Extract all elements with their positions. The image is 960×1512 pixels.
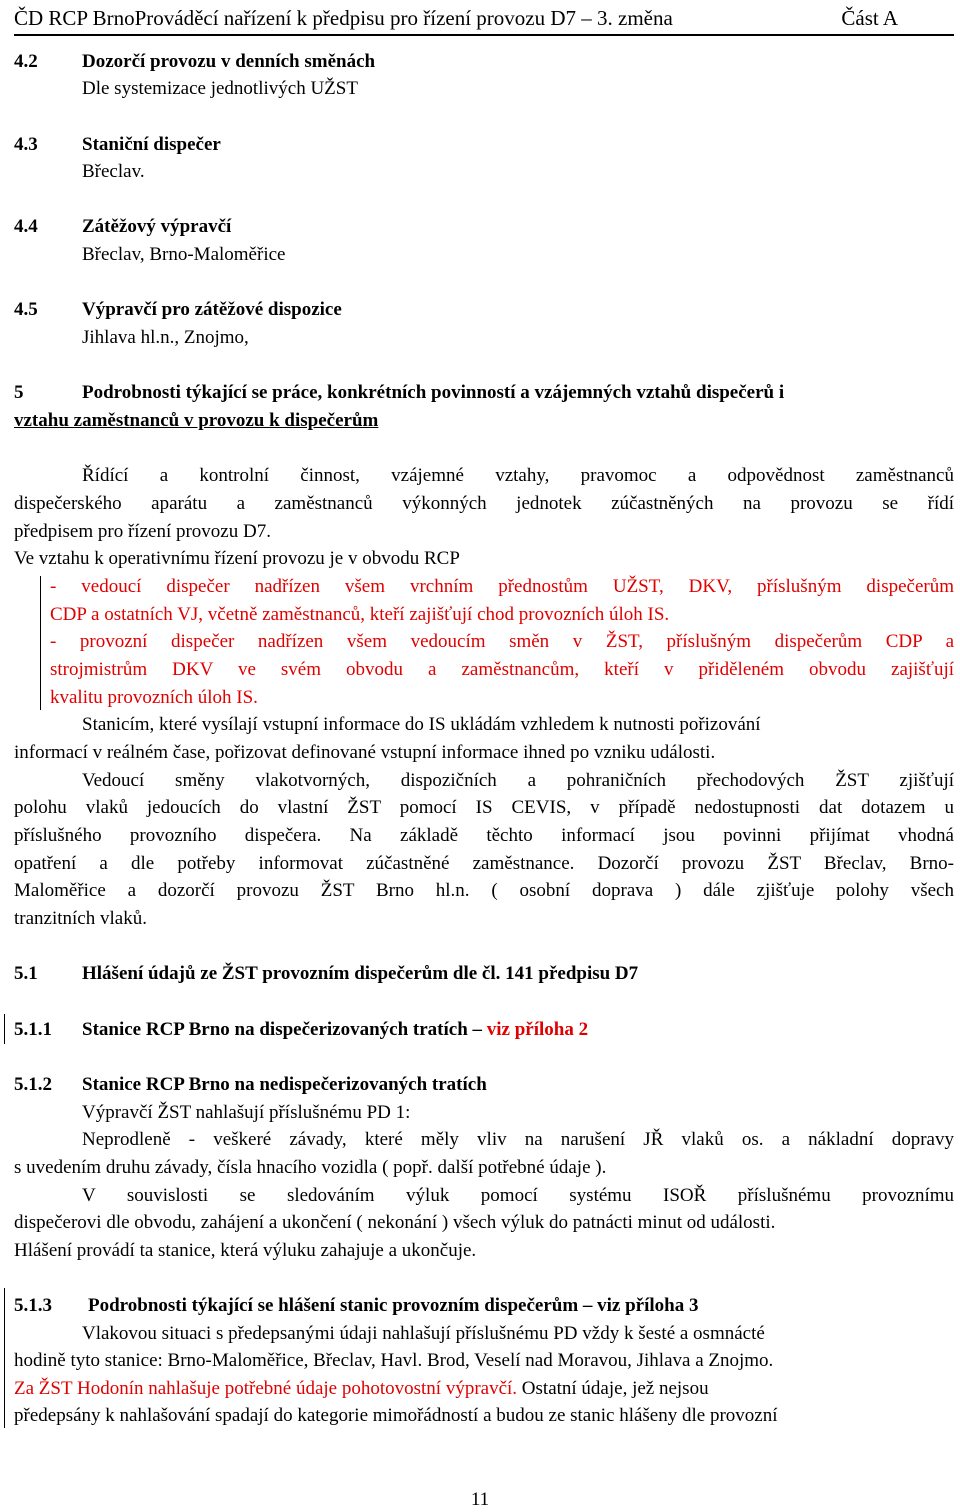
section-5-1-heading xyxy=(0,962,960,986)
section-5-paragraph-4-line-2: polohu vlaků jedoucích do vlastní ŽST pomocí IS CEVIS, v případě nedostupnosti dat dotazem u xyxy=(14,797,954,818)
section-number: 4.2 xyxy=(14,51,38,72)
header-title: ČD RCP BrnoProváděcí nařízení k předpisu pro řízení provozu D7 – 3. změna xyxy=(14,6,673,30)
section-title: Staniční dispečer xyxy=(82,134,221,155)
section-5-heading xyxy=(0,381,960,405)
section-title: Dozorčí provozu v denních směnách xyxy=(82,51,376,72)
section-5-1-3-line-3 xyxy=(14,1377,709,1401)
list-item-2-line-2: strojmistrům DKV ve svém obvodu a zaměstnancům, kteří v přiděleném obvodu zajišťují xyxy=(50,659,954,680)
section-5-1-2-line-3: s uvedením druhu závady, čísla hnacího vozidla ( popř. další potřebné údaje ). xyxy=(14,1157,607,1178)
section-5-paragraph-4-line-3: příslušného provozního dispečera. Na základě těchto informací jsou povinni přijímat vhodná xyxy=(14,825,954,846)
page-number: 11 xyxy=(470,1489,490,1510)
section-5-paragraph-4-line-5: Maloměřice a dozorčí provozu ŽST Brno hl.n. ( osobní doprava ) dále zjišťuje polohy všech xyxy=(14,880,954,901)
section-5-1-2-line-4: V souvislosti se sledováním výluk pomocí systému ISOŘ příslušnému provoznímu xyxy=(82,1185,954,1206)
section-title: Stanice RCP Brno na nedispečerizovaných tratích xyxy=(82,1074,487,1095)
section-5-paragraph-1-line-1: Řídící a kontrolní činnost, vzájemné vztahy, pravomoc a odpovědnost zaměstnanců xyxy=(82,465,954,486)
section-5-1-1-heading xyxy=(0,1018,960,1042)
section-5-1-2-line-2: Neprodleně - veškeré závady, které měly vliv na narušení JŘ vlaků os. a nákladní dopravy xyxy=(82,1129,954,1150)
section-number: 4.4 xyxy=(14,216,38,237)
list-item-1-line-2: CDP a ostatních VJ, včetně zaměstnanců, kteří zajišťují chod provozních úloh IS. xyxy=(50,604,670,625)
section-4-4-body: Břeclav, Brno-Maloměřice xyxy=(82,244,286,265)
section-4-5-body: Jihlava hl.n., Znojmo, xyxy=(82,327,249,348)
list-item-2-line-3: kvalitu provozních úloh IS. xyxy=(50,687,258,708)
section-number: 5.1 xyxy=(14,963,38,984)
section-5-1-2-heading xyxy=(0,1073,960,1097)
section-number: 5.1.1 xyxy=(14,1019,52,1040)
section-5-1-2-line-5: dispečerovi dle obvodu, zahájení a ukončení ( nekonání ) všech výluk do patnácti minut od události. xyxy=(14,1212,776,1233)
section-title: Stanice RCP Brno na dispečerizovaných tratích xyxy=(82,1019,468,1040)
section-5-1-3-line-4: předepsány k nahlašování spadají do kategorie mimořádností a budou ze stanic hlášeny dle provozní xyxy=(14,1405,778,1426)
section-5-paragraph-2: Ve vztahu k operativnímu řízení provozu je v obvodu RCP xyxy=(14,548,460,569)
section-5-1-3-line-2: hodině tyto stanice: Brno-Maloměřice, Břeclav, Havl. Brod, Veselí nad Moravou, Jihlava a Znojmo. xyxy=(14,1350,774,1371)
section-5-1-2-line-6: Hlášení provádí ta stanice, která výluku zahajuje a ukončuje. xyxy=(14,1240,477,1261)
list-margin-bar xyxy=(40,576,41,710)
title-dash: – xyxy=(467,1019,487,1040)
section-number: 5.1.3 xyxy=(14,1295,52,1316)
list-item-2-line-1: - provozní dispečer nadřízen všem vedoucím směn v ŽST, příslušným dispečerům CDP a xyxy=(50,631,954,652)
page-header xyxy=(14,6,954,36)
section-number: 5 xyxy=(14,382,24,403)
section-number: 4.3 xyxy=(14,134,38,155)
section-4-2-body: Dle systemizace jednotlivých UŽST xyxy=(82,78,358,99)
section-5-title-line-2: vztahu zaměstnanců v provozu k dispečerům xyxy=(14,410,379,431)
section-number: 5.1.2 xyxy=(14,1074,52,1095)
section-5-1-2-line-1: Výpravčí ŽST nahlašují příslušnému PD 1: xyxy=(82,1102,411,1123)
section-4-3-body: Břeclav. xyxy=(82,161,145,182)
highlighted-text: Za ŽST Hodonín nahlašuje potřebné údaje pohotovostní výpravčí. xyxy=(14,1378,518,1399)
line-text: Ostatní údaje, jež nejsou xyxy=(517,1378,709,1399)
section-5-paragraph-1-line-3: předpisem pro řízení provozu D7. xyxy=(14,521,271,542)
section-5-paragraph-3-line-1: Stanicím, které vysílají vstupní informace do IS ukládám vzhledem k nutnosti pořizování xyxy=(82,714,761,735)
section-5-paragraph-3-line-2: informací v reálném čase, pořizovat definované vstupní informace ihned po vzniku události. xyxy=(14,742,716,763)
section-5-paragraph-4-line-1: Vedoucí směny vlakotvorných, dispozičních a pohraničních přechodových ŽST zjišťují xyxy=(82,770,954,791)
section-title-line-1: Podrobnosti týkající se práce, konkrétních povinností a vzájemných vztahů dispečerů i xyxy=(82,382,785,403)
section-5-paragraph-4-line-6: tranzitních vlaků. xyxy=(14,908,147,929)
appendix-reference-link[interactable]: viz příloha 2 xyxy=(486,1019,589,1040)
list-item-1-line-1: - vedoucí dispečer nadřízen všem vrchním přednostům UŽST, DKV, příslušným dispečerům xyxy=(50,576,954,597)
section-5-1-3-line-1: Vlakovou situaci s předepsanými údaji nahlašují příslušnému PD vždy k šesté a osmnácté xyxy=(82,1323,765,1344)
section-title: Zátěžový výpravčí xyxy=(82,216,232,237)
section-title-wrap xyxy=(82,1018,588,1042)
section-title: Hlášení údajů ze ŽST provozním dispečerům dle čl. 141 předpisu D7 xyxy=(82,963,639,984)
section-5-paragraph-4-line-4: opatření a dle potřeby informovat zúčastněné zaměstnance. Dozorčí provozu ŽST Břeclav, Brno- xyxy=(14,853,954,874)
section-5-paragraph-1-line-2: dispečerského aparátu a zaměstnanců výkonných jednotek zúčastněných na provozu se řídí xyxy=(14,493,954,514)
header-part: Část A xyxy=(841,6,898,30)
section-5-1-3-heading xyxy=(0,1294,960,1318)
section-number: 4.5 xyxy=(14,299,38,320)
section-title: Podrobnosti týkající se hlášení stanic provozním dispečerům – viz příloha 3 xyxy=(88,1295,699,1316)
section-title: Výpravčí pro zátěžové dispozice xyxy=(82,299,342,320)
